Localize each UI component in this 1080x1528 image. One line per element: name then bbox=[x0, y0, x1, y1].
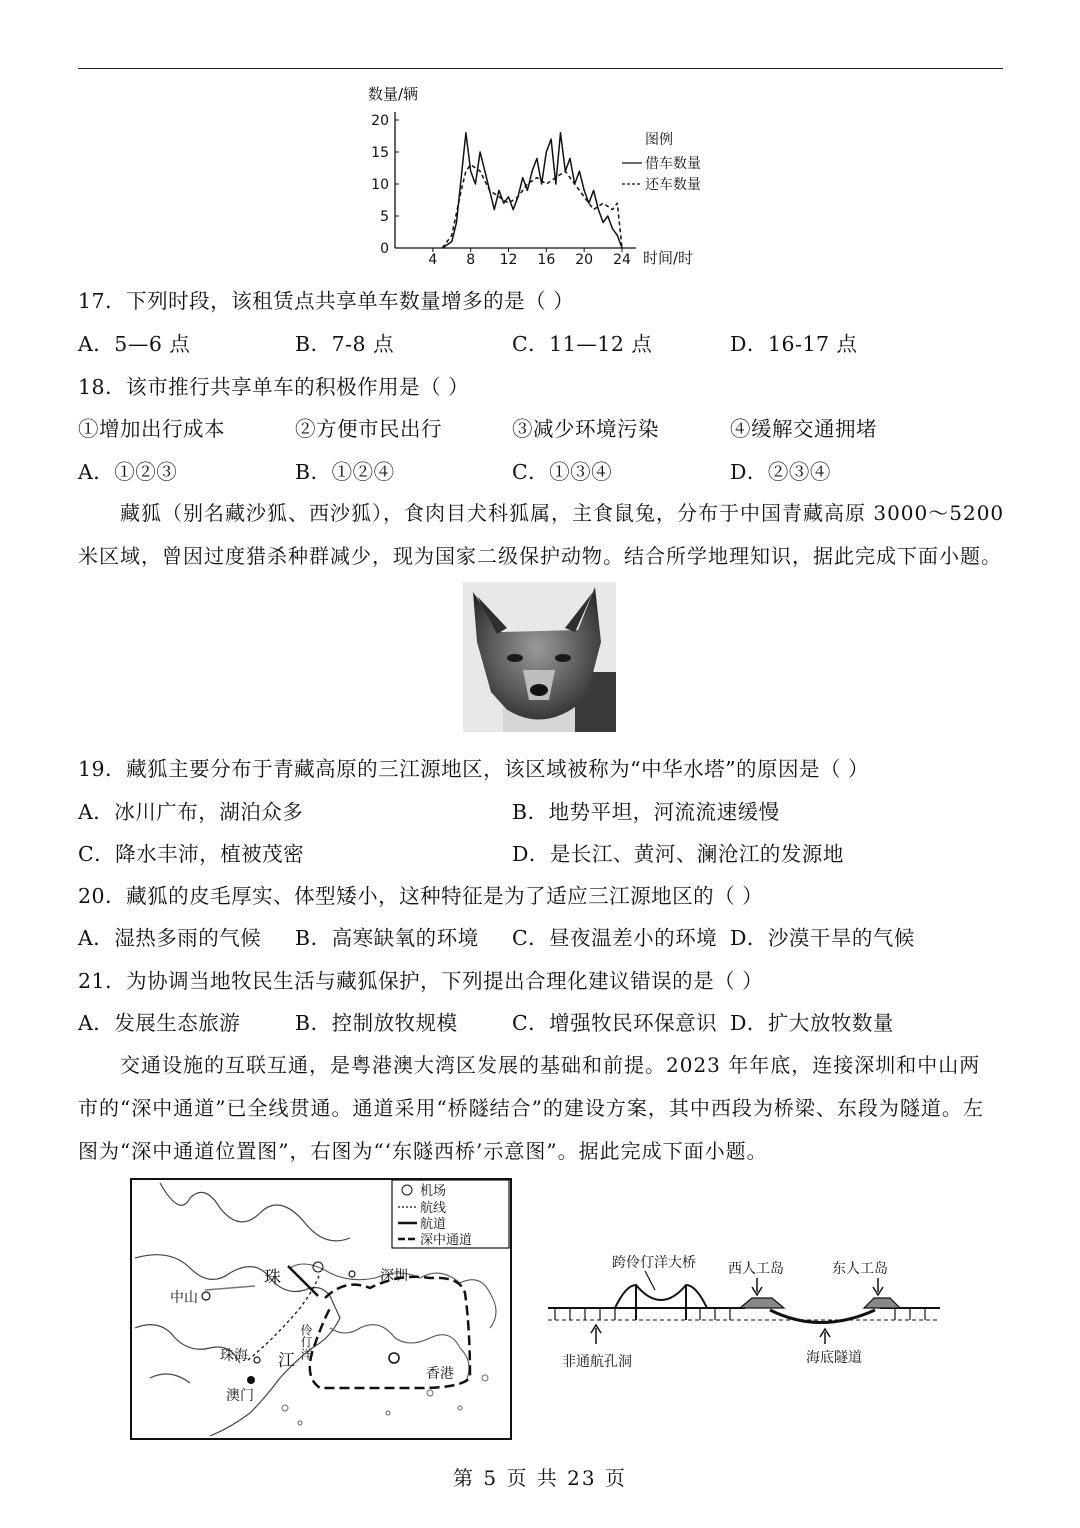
legend-series-0: 借车数量 bbox=[645, 156, 701, 172]
chart-legend bbox=[622, 155, 701, 193]
label-bridge: 跨伶仃洋大桥 bbox=[612, 1255, 696, 1271]
label-culvert: 非通航孔洞 bbox=[562, 1354, 632, 1370]
label-lingdingyang: 伶仃洋 bbox=[299, 1324, 313, 1360]
q21-stem: 21．为协调当地牧民生活与藏狐保护，下列提出合理化建议错误的是（ ） bbox=[78, 969, 764, 993]
tibetan-fox-photo bbox=[463, 582, 616, 732]
y-tick-label: 15 bbox=[371, 145, 389, 161]
label-east-island: 东人工岛 bbox=[832, 1261, 888, 1277]
arrow-up-icon bbox=[591, 1325, 601, 1344]
label-zhongshan: 中山 bbox=[170, 1290, 198, 1306]
q20-option-c[interactable]: C．昼夜温差小的环境 bbox=[512, 926, 718, 950]
arrow-up-icon bbox=[820, 1329, 830, 1344]
west-island bbox=[740, 1298, 784, 1308]
q21-option-c[interactable]: C．增强牧民环保意识 bbox=[512, 1011, 718, 1035]
bridge-tunnel-diagram bbox=[540, 1240, 945, 1375]
series-line-1 bbox=[442, 165, 622, 248]
map-legend bbox=[392, 1180, 509, 1248]
q20-option-d[interactable]: D．沙漠干旱的气候 bbox=[730, 926, 915, 950]
x-tick-label: 24 bbox=[613, 252, 631, 268]
sea-tunnel bbox=[770, 1310, 875, 1323]
q17-option-a[interactable]: A．5—6 点 bbox=[78, 332, 191, 356]
q17-option-c[interactable]: C．11—12 点 bbox=[512, 332, 653, 356]
x-tick-label: 12 bbox=[499, 252, 518, 268]
q17-option-d[interactable]: D．16-17 点 bbox=[730, 332, 858, 356]
series-line-0 bbox=[442, 133, 622, 248]
label-tunnel: 海底隧道 bbox=[806, 1350, 862, 1366]
legend-series-1: 还车数量 bbox=[645, 177, 701, 193]
y-tick-label: 5 bbox=[380, 209, 389, 225]
bridge-intro-line-1: 交通设施的互联互通，是粤港澳大湾区发展的基础和前提。2023 年年底，连接深圳和中山两 bbox=[120, 1053, 981, 1077]
q18-stem: 18．该市推行共享单车的积极作用是（ ） bbox=[78, 375, 470, 399]
q19-stem: 19．藏狐主要分布于青藏高原的三江源地区，该区域被称为“中华水塔”的原因是（ ） bbox=[78, 757, 870, 781]
bike-chart bbox=[360, 78, 720, 273]
macau-city-icon bbox=[247, 1376, 255, 1384]
x-tick-label: 20 bbox=[575, 252, 594, 268]
q19-option-d[interactable]: D．是长江、黄河、澜沧江的发源地 bbox=[512, 842, 844, 866]
legend-lane: 航道 bbox=[420, 1217, 447, 1232]
header-rule bbox=[78, 68, 1003, 69]
chart-ticks bbox=[371, 113, 631, 268]
q20-option-b[interactable]: B．高寒缺氧的环境 bbox=[295, 926, 479, 950]
bridge-intro-line-2: 市的“深中通道”已全线贯通。通道采用“桥隧结合”的建设方案，其中西段为桥梁、东段为隧道。左 bbox=[78, 1096, 984, 1120]
bridge-intro-line-3: 图为“深中通道位置图”，右图为“‘东隧西桥’示意图”。据此完成下面小题。 bbox=[78, 1139, 768, 1163]
q18-option-b[interactable]: B．①②④ bbox=[295, 460, 395, 484]
arrow-down-icon bbox=[873, 1278, 883, 1295]
fox-intro-line-1: 藏狐（别名藏沙狐、西沙狐），食肉目犬科狐属，主食鼠兔，分布于中国青藏高原 3000～5200 bbox=[120, 501, 1005, 525]
q17-option-b[interactable]: B．7-8 点 bbox=[295, 332, 395, 356]
label-zhuhai: 珠海 bbox=[220, 1348, 248, 1364]
q20-stem: 20．藏狐的皮毛厚实、体型矮小，这种特征是为了适应三江源地区的（ ） bbox=[78, 884, 764, 908]
q21-option-d[interactable]: D．扩大放牧数量 bbox=[730, 1011, 894, 1035]
label-hongkong: 香港 bbox=[426, 1366, 454, 1382]
q20-option-a[interactable]: A．湿热多雨的气候 bbox=[78, 926, 262, 950]
x-tick-label: 4 bbox=[428, 252, 438, 268]
x-tick-label: 16 bbox=[537, 252, 556, 268]
x-tick-label: 8 bbox=[466, 252, 476, 268]
y-tick-label: 20 bbox=[371, 113, 389, 129]
y-tick-label: 0 bbox=[380, 241, 389, 257]
arrow-down-icon bbox=[752, 1278, 762, 1295]
chart-ylabel: 数量/辆 bbox=[368, 85, 419, 103]
y-tick-label: 10 bbox=[371, 177, 389, 193]
chart-lines bbox=[442, 133, 622, 248]
fox-intro-line-2: 米区域，曾因过度猎杀种群减少，现为国家二级保护动物。结合所学地理知识，据此完成下面小题。 bbox=[78, 544, 1002, 568]
q21-option-b[interactable]: B．控制放牧规模 bbox=[295, 1011, 458, 1035]
legend-route: 航线 bbox=[420, 1201, 447, 1216]
chart-legend-title: 图例 bbox=[645, 132, 673, 148]
q18-item-2: ②方便市民出行 bbox=[295, 417, 442, 441]
q18-option-a[interactable]: A．①②③ bbox=[78, 460, 178, 484]
q18-option-c[interactable]: C．①③④ bbox=[512, 460, 613, 484]
label-macau: 澳门 bbox=[226, 1388, 254, 1404]
label-zhu: 珠 bbox=[264, 1268, 281, 1288]
legend-channel: 深中通道 bbox=[420, 1233, 473, 1248]
chart-axes bbox=[395, 112, 636, 248]
label-jiang: 江 bbox=[278, 1351, 295, 1371]
q19-option-b[interactable]: B．地势平坦，河流流速缓慢 bbox=[512, 800, 780, 824]
label-shenzhen: 深圳 bbox=[380, 1268, 408, 1284]
chart-xlabel: 时间/时 bbox=[643, 249, 694, 267]
east-island bbox=[864, 1298, 900, 1308]
label-west-island: 西人工岛 bbox=[728, 1261, 784, 1277]
q17-stem: 17．下列时段，该租赁点共享单车数量增多的是（ ） bbox=[78, 289, 575, 313]
q18-item-1: ①增加出行成本 bbox=[78, 417, 225, 441]
suspension-towers bbox=[615, 1285, 707, 1320]
q18-option-d[interactable]: D．②③④ bbox=[730, 460, 831, 484]
q19-option-c[interactable]: C．降水丰沛，植被茂密 bbox=[78, 842, 305, 866]
q18-item-3: ③减少环境污染 bbox=[512, 417, 659, 441]
q21-option-a[interactable]: A．发展生态旅游 bbox=[78, 1011, 241, 1035]
q18-item-4: ④缓解交通拥堵 bbox=[730, 417, 877, 441]
shenzhong-location-map bbox=[130, 1178, 512, 1440]
legend-airport: 机场 bbox=[420, 1184, 447, 1199]
page-footer: 第 5 页 共 23 页 bbox=[453, 1466, 627, 1490]
q19-option-a[interactable]: A．冰川广布，湖泊众多 bbox=[78, 800, 304, 824]
